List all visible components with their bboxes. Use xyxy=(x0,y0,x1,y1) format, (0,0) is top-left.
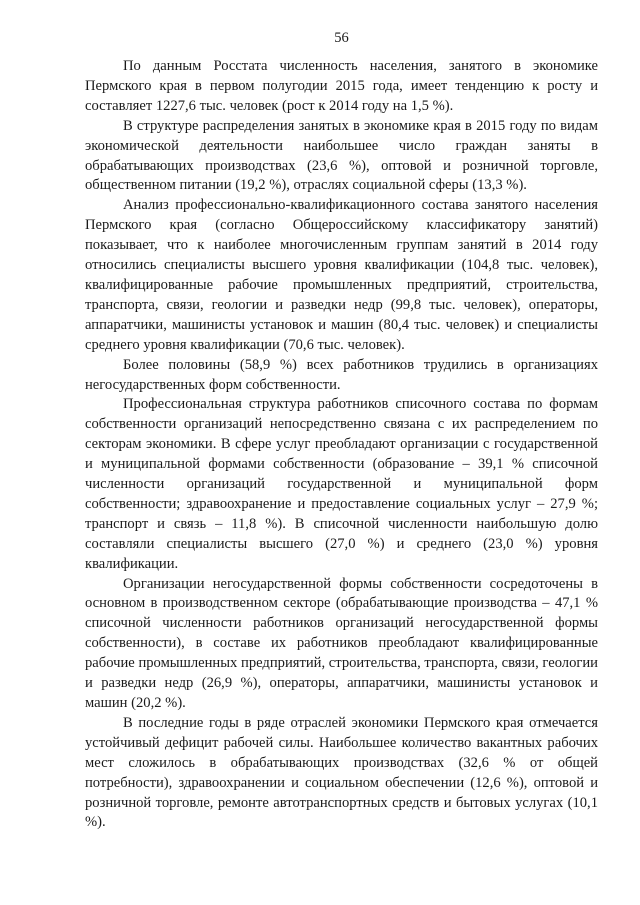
paragraph-labor-shortage: В последние годы в ряде отраслей экономики Пермского края отмечается устойчивый дефицит рабочей силы. Наибольшее количество вакантных рабочих мест сложилось в обрабатывающих производствах (32,6 % от общей потребности), здравоохранении и социальном обеспечении (12,6 %), оптовой и розничной торговле, ремонте автотранспортных средств и бытовых услугах (10,1 %). xyxy=(85,714,598,831)
paragraph-employment-structure: В структуре распределения занятых в экономике края в 2015 году по видам экономической деятельности наибольшее число граждан заняты в обрабатывающих производствах (23,6 %), оптовой и розничной торговле, общественном питании (19,2 %), отраслях социальной сферы (13,3 %). xyxy=(85,117,598,194)
paragraph-qualification-analysis: Анализ профессионально-квалификационного состава занятого населения Пермского края (согласно Общероссийскому классификатору занятий) показывает, что к наиболее многочисленным группам занятий в 2014 году относились специалисты высшего уровня квалификации (104,8 тыс. человек), квалифицированные рабочие промышленных предприятий, строительства, транспорта, связи, геологии и разведки недр (99,8 тыс. человек), операторы, аппаратчики, машинисты установок и машин (80,4 тыс. человек) и специалисты среднего уровня квалификации (70,6 тыс. человек). xyxy=(85,197,598,353)
paragraph-employment-total: По данным Росстата численность населения, занятого в экономике Пермского края в первом полугодии 2015 года, имеет тенденцию к росту и составляет 1227,6 тыс. человек (рост к 2014 году на 1,5 %). xyxy=(85,58,598,114)
paragraph-non-state-share: Более половины (58,9 %) всех работников трудились в организациях негосударственных форм собственности. xyxy=(85,356,598,393)
page-number: 56 xyxy=(334,30,349,46)
body-text xyxy=(85,57,598,833)
paragraph-non-state-organizations: Организации негосударственной формы собственности сосредоточены в основном в производственном секторе (обрабатывающие производства – 47,1 % списочной численности работников организаций негосударственной формы собственности), в составе их работников преобладают квалифицированные рабочие промышленных предприятий, строительства, транспорта, связи, геологии и разведки недр (26,9 %), операторы, аппаратчики, машинисты установок и машин (20,2 %). xyxy=(85,575,598,711)
paragraph-state-organizations: Профессиональная структура работников списочного состава по формам собственности организаций непосредственно связана с их распределением по секторам экономики. В сфере услуг преобладают организации с государственной и муниципальной формами собственности (образование – 39,1 % списочной численности организаций государственной и муниципальной форм собственности; здравоохранение и предоставление социальных услуг – 27,9 %; транспорт и связь – 11,8 %). В списочной численности наибольшую долю составляли специалисты высшего (27,0 %) и среднего (23,0 %) уровня квалификации. xyxy=(85,396,598,572)
